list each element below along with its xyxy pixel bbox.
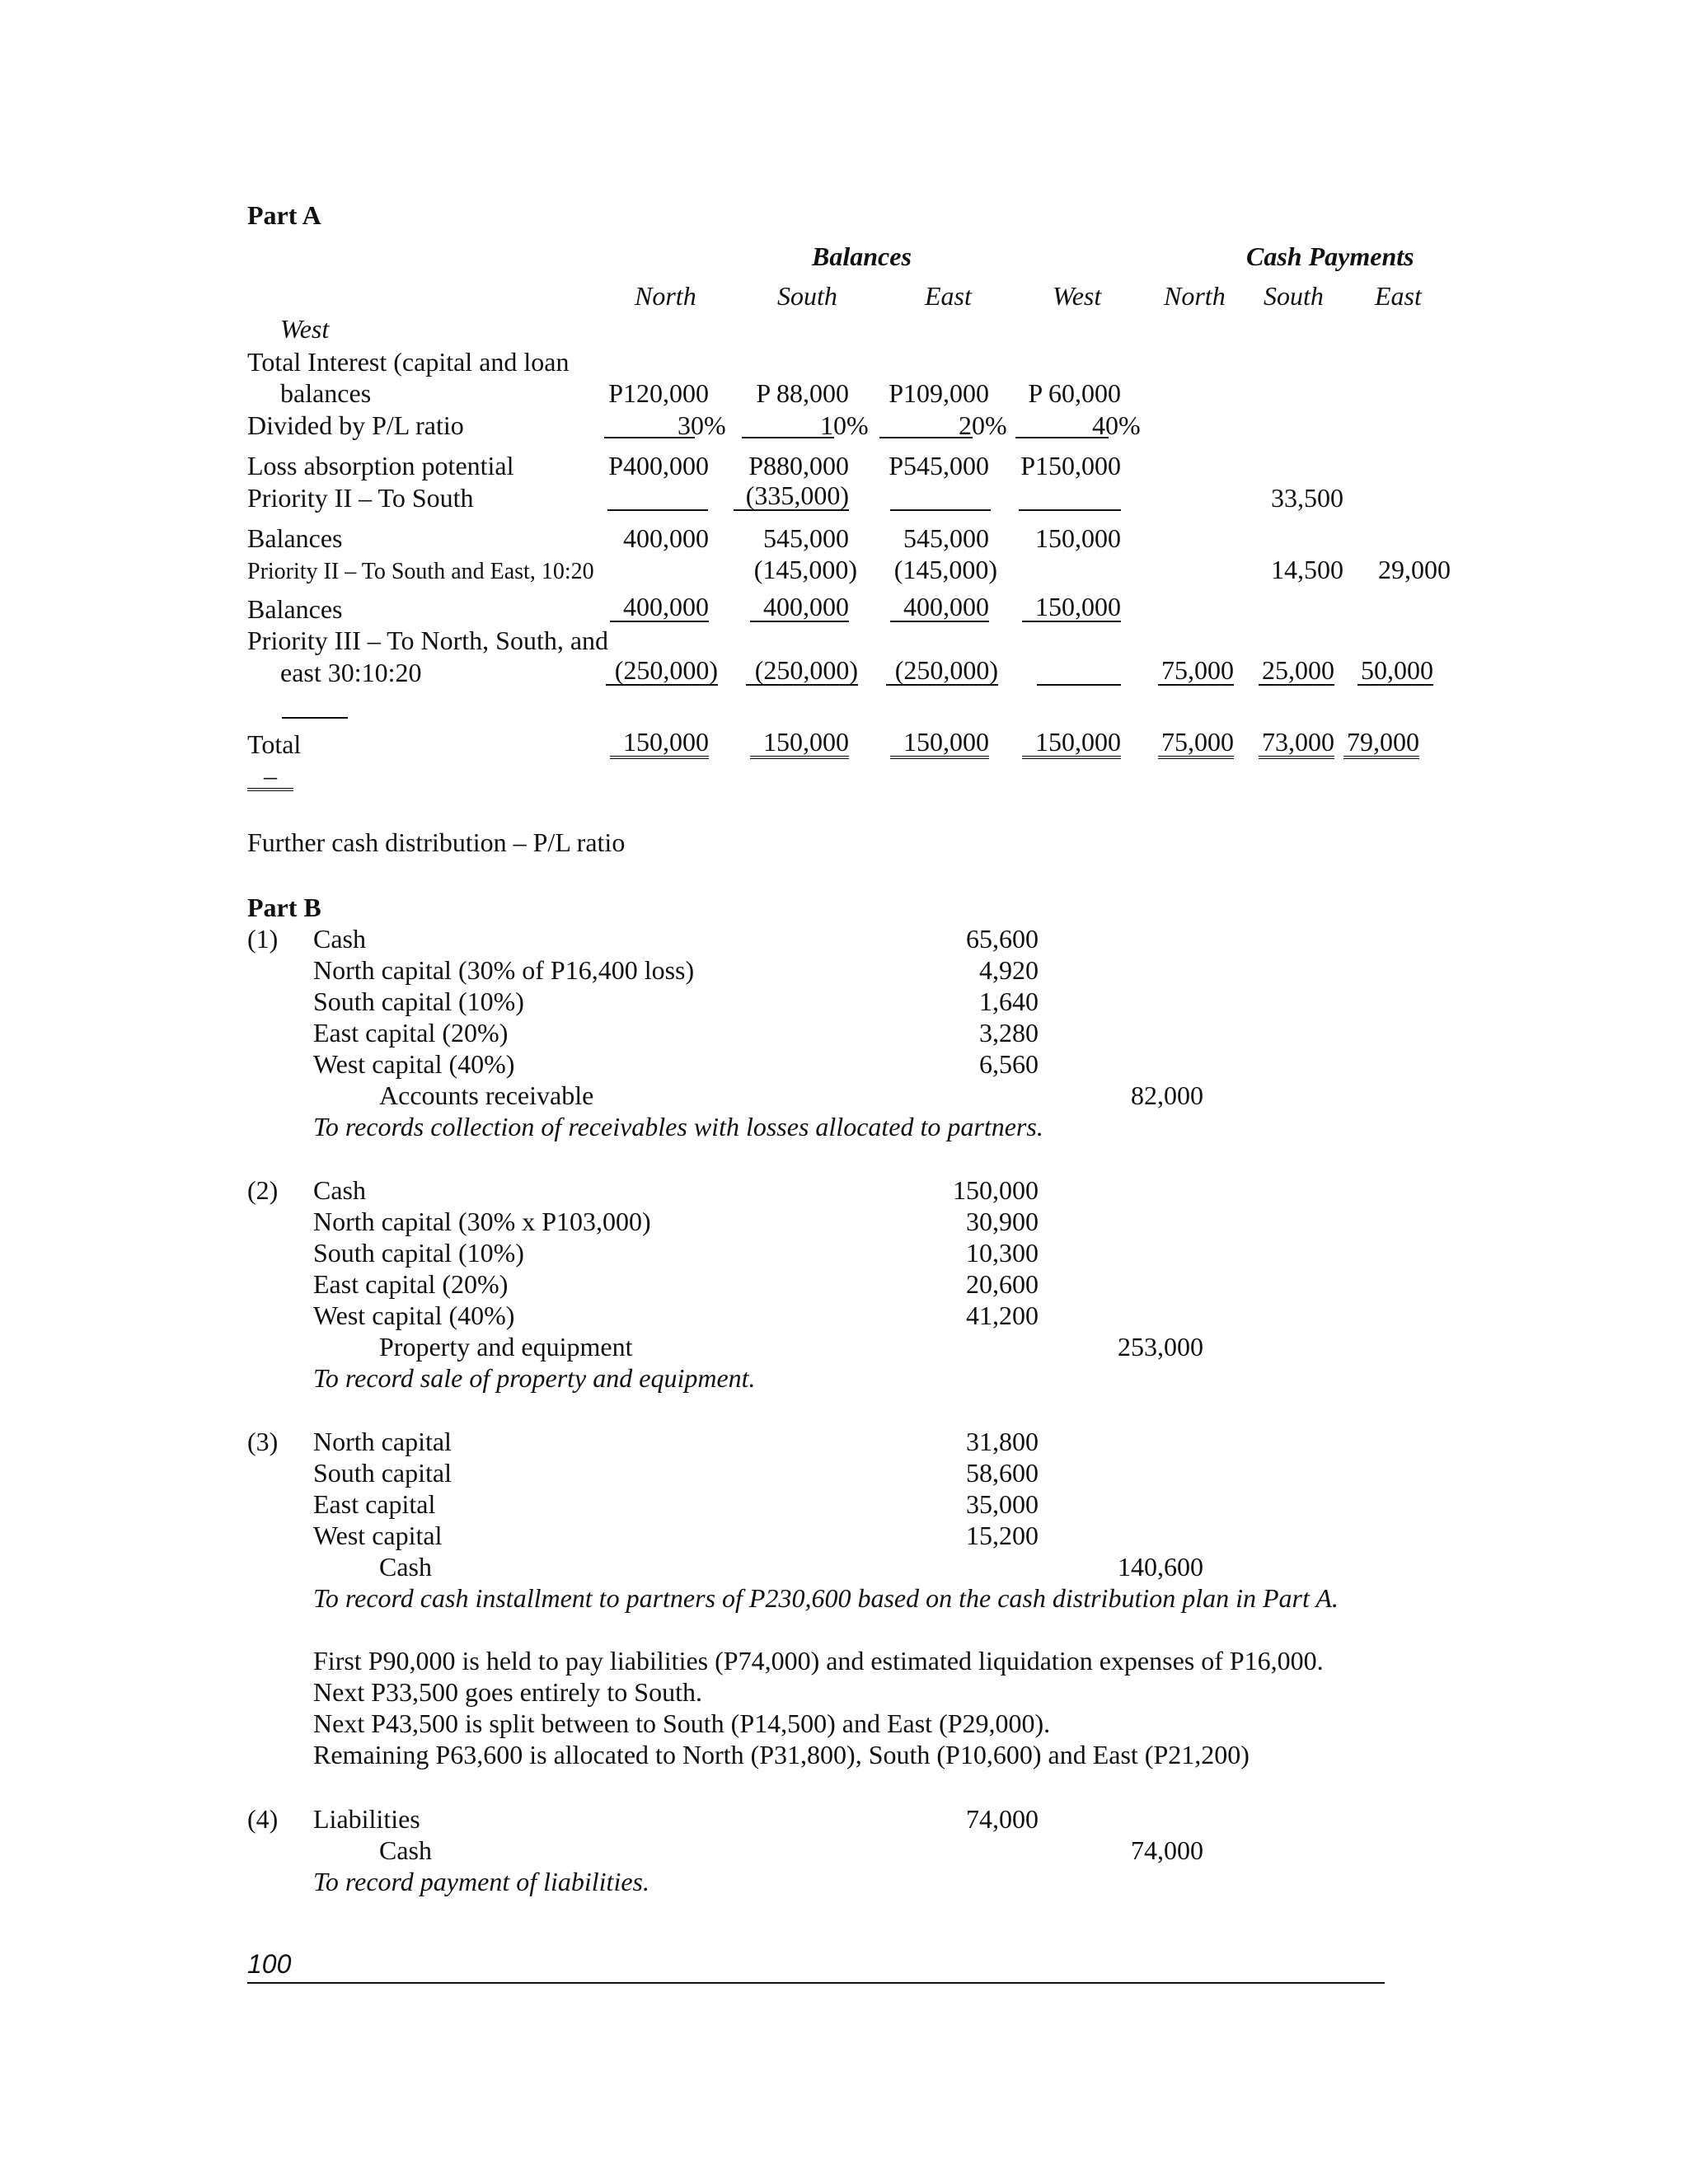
entry2-acct-2: North capital (30% x P103,000) — [313, 1207, 651, 1236]
p2-cash-south: 33,500 — [1271, 483, 1343, 513]
entry3-memo: To record cash installment to partners of P230,600 based on the cash distribution plan in Part A. — [313, 1583, 1339, 1613]
bal1-north: 400,000 — [623, 523, 709, 553]
p2-east-blank — [890, 509, 991, 511]
col-north-cash: North — [1164, 281, 1226, 311]
tot-east: 150,000 — [890, 729, 989, 759]
entry1-acct-1: Cash — [313, 924, 366, 954]
total-label: Total — [247, 729, 302, 759]
total-interest-label: Total Interest (capital and loan — [247, 347, 570, 377]
footer-rule — [247, 1982, 1385, 1984]
entry1-cr: 82,000 — [1131, 1080, 1203, 1110]
bal2-west: 150,000 — [1022, 593, 1121, 622]
p3-east: (250,000) — [886, 657, 998, 686]
entry3-cr: 140,600 — [1118, 1552, 1203, 1582]
total-interest-label-cont: balances — [280, 378, 372, 408]
col-west-wrapped: West — [280, 314, 330, 344]
p2-label: Priority II – To South — [247, 483, 474, 513]
tot-cash-south: 73,000 — [1259, 729, 1334, 759]
bal2-north: 400,000 — [610, 593, 709, 622]
p2b-east: (145,000) — [893, 555, 997, 584]
pl-north: 30% — [678, 410, 726, 440]
p3-cash-north: 75,000 — [1158, 657, 1234, 686]
tot-west: 150,000 — [1022, 729, 1121, 759]
p2b-south: (145,000) — [753, 555, 857, 584]
entry4-number: (4) — [247, 1804, 279, 1834]
ti-north: P120,000 — [608, 378, 709, 408]
ti-east: P109,000 — [889, 378, 989, 408]
entry1-acct-3: South capital (10%) — [313, 987, 524, 1016]
entry3-dr-4: 15,200 — [966, 1521, 1039, 1550]
entry3-acct-1: North capital — [313, 1427, 452, 1456]
entry1-credit-acct: Accounts receivable — [379, 1080, 594, 1110]
col-south-balances: South — [777, 281, 837, 311]
entry3-note-4: Remaining P63,600 is allocated to North (P31,800), South (P10,600) and East (P21,200) — [313, 1740, 1250, 1769]
entry2-dr-2: 30,900 — [966, 1207, 1039, 1236]
entry2-acct-3: South capital (10%) — [313, 1238, 524, 1268]
pl-east: 20% — [959, 410, 1007, 440]
col-south-cash: South — [1264, 281, 1324, 311]
entry1-dr-3: 1,640 — [979, 987, 1039, 1016]
tot-north: 150,000 — [610, 729, 709, 759]
p3-west-blank — [1037, 684, 1121, 686]
entry2-acct-4: East capital (20%) — [313, 1269, 509, 1299]
entry4-dr: 74,000 — [966, 1804, 1039, 1834]
entry1-number: (1) — [247, 924, 279, 954]
col-west-balances: West — [1053, 281, 1102, 311]
entry3-note-3: Next P43,500 is split between to South (P14,500) and East (P29,000). — [313, 1708, 1051, 1738]
entry3-credit-acct: Cash — [379, 1552, 432, 1582]
entry3-note-2: Next P33,500 goes entirely to South. — [313, 1677, 702, 1707]
entry3-acct-3: East capital — [313, 1489, 436, 1519]
lap-label: Loss absorption potential — [247, 451, 514, 480]
entry2-memo: To record sale of property and equipment. — [313, 1363, 756, 1393]
p2-west-blank — [1019, 509, 1121, 511]
p2b-label: Priority II – To South and East, 10:20 — [247, 559, 594, 584]
entry4-cr: 74,000 — [1131, 1835, 1203, 1865]
p3-south: (250,000) — [746, 657, 858, 686]
divided-label: Divided by P/L ratio — [247, 410, 464, 440]
tot-south: 150,000 — [750, 729, 849, 759]
entry3-dr-3: 35,000 — [966, 1489, 1039, 1519]
bal1-south: 545,000 — [763, 523, 849, 553]
entry1-dr-2: 4,920 — [979, 955, 1039, 985]
p2-north-blank — [607, 509, 708, 511]
bal2-south: 400,000 — [750, 593, 849, 622]
col-east-cash: East — [1375, 281, 1422, 311]
entry2-dr-1: 150,000 — [953, 1175, 1039, 1205]
pl-west: 40% — [1092, 410, 1141, 440]
entry2-number: (2) — [247, 1175, 279, 1205]
entry1-acct-5: West capital (40%) — [313, 1049, 515, 1079]
p2-south: (335,000) — [734, 482, 849, 511]
ti-west: P 60,000 — [1028, 378, 1121, 408]
cash-payments-header: Cash Payments — [1246, 241, 1414, 271]
ti-south: P 88,000 — [756, 378, 849, 408]
entry1-acct-4: East capital (20%) — [313, 1018, 509, 1047]
col-north-balances: North — [635, 281, 696, 311]
part-a-heading: Part A — [247, 200, 321, 230]
bal1-label: Balances — [247, 523, 343, 553]
entry1-dr-4: 3,280 — [979, 1018, 1039, 1047]
entry2-dr-5: 41,200 — [966, 1301, 1039, 1330]
page-number: 100 — [247, 1949, 292, 1979]
part-b-heading: Part B — [247, 893, 321, 922]
lap-east: P545,000 — [889, 451, 989, 480]
balances-header: Balances — [812, 241, 912, 271]
bal2-label: Balances — [247, 594, 343, 624]
entry1-memo: To records collection of receivables with losses allocated to partners. — [313, 1112, 1043, 1141]
p2b-cash-south: 14,500 — [1271, 555, 1343, 584]
p3-label: Priority III – To North, South, and — [247, 626, 609, 655]
entry3-number: (3) — [247, 1427, 279, 1456]
total-mark: – — [247, 763, 293, 791]
p3-north: (250,000) — [606, 657, 718, 686]
entry4-debit-acct: Liabilities — [313, 1804, 420, 1834]
p3-wrapped-blank — [282, 717, 348, 719]
entry3-note-1: First P90,000 is held to pay liabilities (P74,000) and estimated liquidation expenses of P16,000. — [313, 1646, 1324, 1675]
entry2-dr-3: 10,300 — [966, 1238, 1039, 1268]
entry3-acct-2: South capital — [313, 1458, 452, 1488]
p2b-cash-east: 29,000 — [1378, 555, 1451, 584]
further-distribution: Further cash distribution – P/L ratio — [247, 827, 626, 857]
entry1-dr-5: 6,560 — [979, 1049, 1039, 1079]
entry2-credit-acct: Property and equipment — [379, 1332, 633, 1361]
bal1-west: 150,000 — [1035, 523, 1121, 553]
col-east-balances: East — [925, 281, 972, 311]
entry3-dr-2: 58,600 — [966, 1458, 1039, 1488]
lap-north: P400,000 — [608, 451, 709, 480]
entry4-credit-acct: Cash — [379, 1835, 432, 1865]
entry2-cr: 253,000 — [1118, 1332, 1203, 1361]
entry2-dr-4: 20,600 — [966, 1269, 1039, 1299]
lap-south: P880,000 — [748, 451, 849, 480]
entry2-acct-5: West capital (40%) — [313, 1301, 515, 1330]
entry3-dr-1: 31,800 — [966, 1427, 1039, 1456]
p3-cash-south: 25,000 — [1259, 657, 1334, 686]
entry3-acct-4: West capital — [313, 1521, 443, 1550]
pl-south: 10% — [820, 410, 869, 440]
entry4-memo: To record payment of liabilities. — [313, 1867, 649, 1896]
p3-label-cont: east 30:10:20 — [280, 658, 422, 687]
entry1-acct-2: North capital (30% of P16,400 loss) — [313, 955, 695, 985]
entry2-acct-1: Cash — [313, 1175, 366, 1205]
lap-west: P150,000 — [1020, 451, 1121, 480]
bal1-east: 545,000 — [903, 523, 989, 553]
entry1-dr-1: 65,600 — [966, 924, 1039, 954]
tot-cash-north: 75,000 — [1158, 729, 1234, 759]
bal2-east: 400,000 — [890, 593, 989, 622]
tot-cash-east: 79,000 — [1343, 729, 1419, 759]
p3-cash-east: 50,000 — [1357, 657, 1433, 686]
